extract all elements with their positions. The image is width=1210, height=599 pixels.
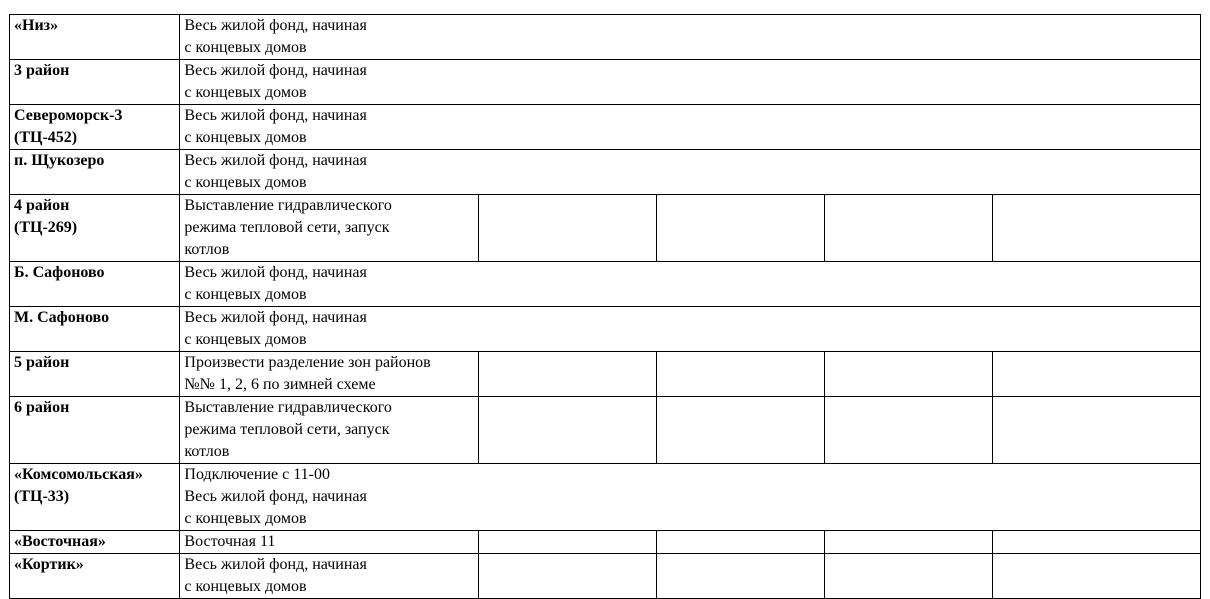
action-description-line: №№ 1, 2, 6 по зимней схеме	[184, 376, 376, 393]
district-name-line: 6 район	[14, 399, 70, 416]
action-description-cell	[180, 531, 479, 554]
table-row	[10, 464, 1201, 531]
district-name-cell	[10, 554, 180, 599]
action-description-line: Весь жилой фонд, начиная	[184, 309, 367, 326]
action-description-line: Весь жилой фонд, начиная	[184, 264, 367, 281]
action-description-line: котлов	[184, 443, 230, 460]
table-body	[10, 15, 1201, 599]
action-description-cell	[180, 15, 1201, 60]
empty-cell	[479, 554, 656, 599]
empty-cell	[479, 352, 656, 397]
empty-cell	[824, 531, 992, 554]
empty-cell	[656, 352, 824, 397]
district-name-line: Североморск-3	[14, 107, 123, 124]
district-name-cell	[10, 150, 180, 195]
district-name-cell	[10, 352, 180, 397]
table-row	[10, 262, 1201, 307]
action-description-line: с концевых домов	[184, 286, 307, 303]
action-description-line: с концевых домов	[184, 39, 307, 56]
table-row	[10, 397, 1201, 464]
table-row	[10, 195, 1201, 262]
district-name-cell	[10, 262, 180, 307]
action-description-line: с концевых домов	[184, 174, 307, 191]
district-name-cell	[10, 15, 180, 60]
district-name-line: (ТЦ-33)	[14, 488, 70, 505]
empty-cell	[479, 195, 656, 262]
action-description-line: Весь жилой фонд, начиная	[184, 107, 367, 124]
empty-cell	[824, 352, 992, 397]
district-name-line: 5 район	[14, 354, 70, 371]
table-row	[10, 150, 1201, 195]
district-name-line: «Комсомольская»	[14, 466, 143, 483]
table-row	[10, 531, 1201, 554]
action-description-cell	[180, 464, 1201, 531]
action-description-line: с концевых домов	[184, 84, 307, 101]
action-description-line: режима тепловой сети, запуск	[184, 219, 390, 236]
district-name-cell	[10, 105, 180, 150]
action-description-line: Весь жилой фонд, начиная	[184, 62, 367, 79]
district-name-line: «Низ»	[14, 17, 59, 34]
action-description-line: Подключение с 11-00	[184, 466, 330, 483]
action-description-line: с концевых домов	[184, 510, 307, 527]
empty-cell	[993, 195, 1201, 262]
empty-cell	[479, 397, 656, 464]
district-name-line: 4 район	[14, 197, 70, 214]
action-description-line: с концевых домов	[184, 129, 307, 146]
empty-cell	[656, 195, 824, 262]
schedule-table	[9, 14, 1201, 599]
district-name-line: (ТЦ-269)	[14, 219, 78, 236]
empty-cell	[656, 531, 824, 554]
district-name-cell	[10, 464, 180, 531]
empty-cell	[656, 397, 824, 464]
action-description-cell	[180, 262, 1201, 307]
table-row	[10, 15, 1201, 60]
district-name-line: «Кортик»	[14, 556, 84, 573]
empty-cell	[993, 554, 1201, 599]
action-description-cell	[180, 352, 479, 397]
table-row	[10, 60, 1201, 105]
district-name-line: 3 район	[14, 62, 70, 79]
action-description-cell	[180, 195, 479, 262]
district-name-cell	[10, 397, 180, 464]
empty-cell	[656, 554, 824, 599]
district-name-line: Б. Сафоново	[14, 264, 105, 281]
action-description-cell	[180, 554, 479, 599]
action-description-line: с концевых домов	[184, 578, 307, 595]
action-description-line: Восточная 11	[184, 533, 276, 550]
action-description-line: Выставление гидравлического	[184, 399, 392, 416]
empty-cell	[824, 554, 992, 599]
empty-cell	[824, 397, 992, 464]
district-name-cell	[10, 531, 180, 554]
district-name-line: М. Сафоново	[14, 309, 110, 326]
action-description-cell	[180, 397, 479, 464]
district-name-line: п. Щукозеро	[14, 152, 105, 169]
empty-cell	[479, 531, 656, 554]
table-row	[10, 352, 1201, 397]
action-description-line: Весь жилой фонд, начиная	[184, 556, 367, 573]
empty-cell	[993, 531, 1201, 554]
action-description-line: режима тепловой сети, запуск	[184, 421, 390, 438]
action-description-line: Весь жилой фонд, начиная	[184, 152, 367, 169]
district-name-cell	[10, 307, 180, 352]
empty-cell	[993, 352, 1201, 397]
action-description-cell	[180, 60, 1201, 105]
action-description-line: Произвести разделение зон районов	[184, 354, 431, 371]
district-name-cell	[10, 60, 180, 105]
action-description-cell	[180, 150, 1201, 195]
action-description-line: котлов	[184, 241, 230, 258]
district-name-line: «Восточная»	[14, 533, 106, 550]
empty-cell	[993, 397, 1201, 464]
empty-cell	[824, 195, 992, 262]
district-name-cell	[10, 195, 180, 262]
action-description-line: Весь жилой фонд, начиная	[184, 488, 367, 505]
action-description-line: Выставление гидравлического	[184, 197, 392, 214]
table-row	[10, 307, 1201, 352]
table-row	[10, 554, 1201, 599]
action-description-line: с концевых домов	[184, 331, 307, 348]
action-description-cell	[180, 105, 1201, 150]
action-description-line: Весь жилой фонд, начиная	[184, 17, 367, 34]
district-name-line: (ТЦ-452)	[14, 129, 78, 146]
action-description-cell	[180, 307, 1201, 352]
table-row	[10, 105, 1201, 150]
